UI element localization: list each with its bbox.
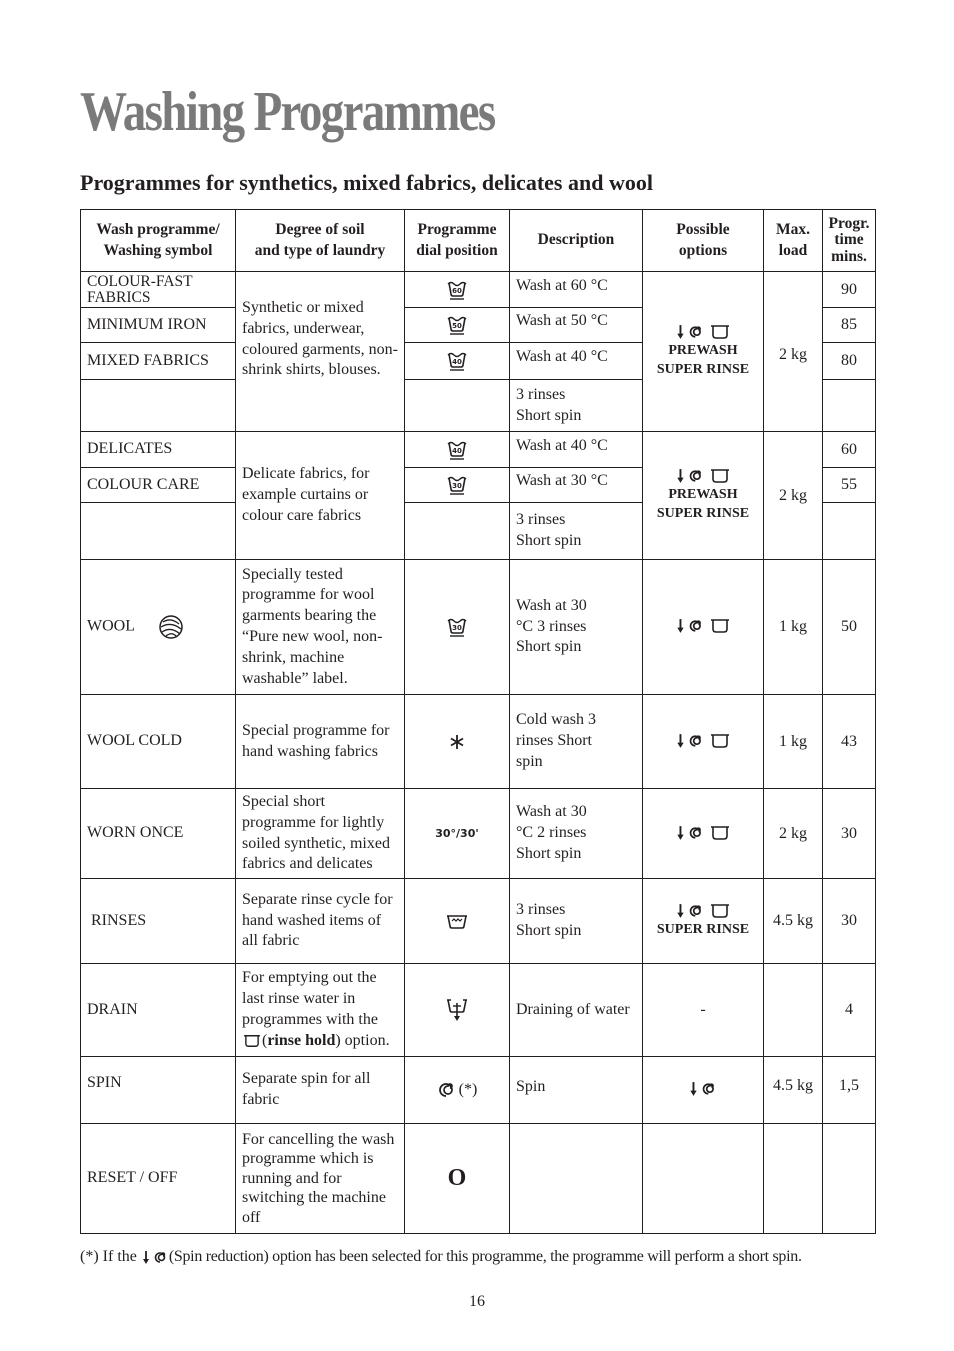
time-85: 85 <box>823 308 876 343</box>
table-row <box>81 432 876 468</box>
header-time: Progr. time mins. <box>823 210 876 272</box>
spin-reduction-icon <box>675 617 705 635</box>
programme-empty <box>81 503 236 560</box>
spin-reduction-icon <box>675 902 705 920</box>
description-wool-cold: Cold wash 3 rinses Short spin <box>510 695 643 789</box>
programme-wool: WOOL <box>81 560 236 695</box>
programmes-table <box>80 209 876 1234</box>
time-wool: 50 <box>823 560 876 695</box>
time-worn-once: 30 <box>823 789 876 879</box>
dial-50-icon <box>405 308 510 343</box>
page-number: 16 <box>469 1293 485 1310</box>
load-rinses: 4.5 kg <box>764 879 823 964</box>
spin-reduction-icon <box>675 323 705 341</box>
description-rinses: 3 rinses Short spin <box>510 503 643 560</box>
rinse-hold-icon <box>709 825 731 841</box>
description-drain: Draining of water <box>510 964 643 1057</box>
options-drain: - <box>643 964 764 1057</box>
description-rinses: 3 rinses Short spin <box>510 879 643 964</box>
header-load: Max. load <box>764 210 823 272</box>
dial-30-icon <box>405 560 510 695</box>
svg-text:60: 60 <box>452 286 462 295</box>
header-dial: Programme dial position <box>405 210 510 272</box>
time-rinses: 30 <box>823 879 876 964</box>
dial-30-icon <box>405 468 510 503</box>
soil-worn-once: Special short programme for lightly soiled synthetic, mixed fabrics and delicates <box>236 789 405 879</box>
soil-drain: For emptying out the last rinse water in programmes with the (rinse hold) option. <box>236 964 405 1057</box>
drain-pump-icon <box>405 964 510 1057</box>
table-row <box>81 272 876 308</box>
snowflake-icon <box>405 695 510 789</box>
header-options: Possible options <box>643 210 764 272</box>
table-header-row <box>81 210 876 272</box>
soil-rinses: Separate rinse cycle for hand washed items of all fabric <box>236 879 405 964</box>
options-wool <box>643 560 764 695</box>
rinse-hold-icon <box>709 903 731 919</box>
load-wool: 1 kg <box>764 560 823 695</box>
description-spin: Spin <box>510 1057 643 1124</box>
page-title: Washing Programmes <box>80 81 495 143</box>
table-row <box>81 964 876 1057</box>
programme-spin: SPIN <box>81 1057 236 1124</box>
load-drain <box>764 964 823 1057</box>
footnote: (*) If the (Spin reduction) option has been selected for this programme, the programme will perform a short spin. <box>80 1248 802 1265</box>
table-row <box>81 789 876 879</box>
dial-off: O <box>405 1124 510 1234</box>
svg-text:30: 30 <box>452 482 462 490</box>
description-30: Wash at 30 °C <box>510 468 643 503</box>
programme-delicates: DELICATES <box>81 432 236 468</box>
svg-text:50: 50 <box>452 322 462 330</box>
rinse-hold-icon <box>242 1034 262 1048</box>
programme-empty <box>81 380 236 432</box>
options-worn-once <box>643 789 764 879</box>
table-row <box>81 1057 876 1124</box>
soil-reset: For cancelling the wash programme which is running and for switching the machine off <box>236 1124 405 1234</box>
programme-colour-fast: COLOUR-FAST FABRICS <box>81 272 236 308</box>
rinse-hold-icon <box>709 324 731 340</box>
options-group2: PREWASH SUPER RINSE <box>643 432 764 560</box>
load-group1: 2 kg <box>764 272 823 432</box>
options-spin <box>643 1057 764 1124</box>
time-90: 90 <box>823 272 876 308</box>
rinse-tub-icon <box>405 879 510 964</box>
time-80: 80 <box>823 343 876 380</box>
load-wool-cold: 1 kg <box>764 695 823 789</box>
soil-spin: Separate spin for all fabric <box>236 1057 405 1124</box>
programme-minimum-iron: MINIMUM IRON <box>81 308 236 343</box>
programme-reset: RESET / OFF <box>81 1124 236 1234</box>
load-spin: 4.5 kg <box>764 1057 823 1124</box>
options-rinses: SUPER RINSE <box>643 879 764 964</box>
options-group1: PREWASH SUPER RINSE <box>643 272 764 432</box>
dial-empty <box>405 380 510 432</box>
table-row <box>81 1124 876 1234</box>
table-row <box>81 560 876 695</box>
rinse-hold-icon <box>709 468 731 484</box>
description-wool: Wash at 30 °C 3 rinses Short spin <box>510 560 643 695</box>
description-40: Wash at 40 °C <box>510 432 643 468</box>
programme-rinses: RINSES <box>81 879 236 964</box>
svg-text:40: 40 <box>452 446 462 455</box>
programme-mixed-fabrics: MIXED FABRICS <box>81 343 236 380</box>
description-worn-once: Wash at 30 °C 2 rinses Short spin <box>510 789 643 879</box>
programme-colour-care: COLOUR CARE <box>81 468 236 503</box>
spin-reduction-icon <box>141 1249 169 1266</box>
soil-wool-cold: Special programme for hand washing fabrics <box>236 695 405 789</box>
description-60: Wash at 60 °C <box>510 272 643 308</box>
description-50: Wash at 50 °C <box>510 308 643 343</box>
programme-drain: DRAIN <box>81 964 236 1057</box>
load-worn-once: 2 kg <box>764 789 823 879</box>
soil-wool: Specially tested programme for wool garments bearing the “Pure new wool, non-shrink, machine washable” label. <box>236 560 405 695</box>
spin-reduction-icon <box>675 732 705 750</box>
table-row <box>81 695 876 789</box>
spin-icon <box>437 1081 455 1099</box>
spin-reduction-icon <box>688 1080 718 1098</box>
time-empty <box>823 503 876 560</box>
header-soil: Degree of soil and type of laundry <box>236 210 405 272</box>
spin-reduction-icon <box>675 824 705 842</box>
soil-group2: Delicate fabrics, for example curtains or colour care fabrics <box>236 432 405 560</box>
programme-wool-cold: WOOL COLD <box>81 695 236 789</box>
options-wool-cold <box>643 695 764 789</box>
spin-reduction-icon <box>675 467 705 485</box>
table-row <box>81 879 876 964</box>
time-drain: 4 <box>823 964 876 1057</box>
time-wool-cold: 43 <box>823 695 876 789</box>
dial-40-icon <box>405 432 510 468</box>
time-empty <box>823 380 876 432</box>
description-reset <box>510 1124 643 1234</box>
load-group2: 2 kg <box>764 432 823 560</box>
time-55: 55 <box>823 468 876 503</box>
description-40: Wash at 40 °C <box>510 343 643 380</box>
header-programme: Wash programme/ Washing symbol <box>81 210 236 272</box>
svg-text:30: 30 <box>452 624 462 632</box>
dial-40-icon <box>405 343 510 380</box>
time-60: 60 <box>823 432 876 468</box>
dial-empty <box>405 503 510 560</box>
svg-text:40: 40 <box>452 358 462 366</box>
rinse-hold-icon <box>709 733 731 749</box>
header-description: Description <box>510 210 643 272</box>
wool-ball-icon <box>156 612 186 642</box>
dial-60-icon <box>405 272 510 308</box>
options-reset <box>643 1124 764 1234</box>
load-reset <box>764 1124 823 1234</box>
time-reset <box>823 1124 876 1234</box>
soil-group1: Synthetic or mixed fabrics, underwear, coloured garments, non-shrink shirts, blouses. <box>236 272 405 432</box>
time-spin: 1,5 <box>823 1057 876 1124</box>
description-rinses: 3 rinses Short spin <box>510 380 643 432</box>
section-title: Programmes for synthetics, mixed fabrics, delicates and wool <box>80 170 653 195</box>
rinse-hold-icon <box>709 618 731 634</box>
dial-worn-once: 30°/30' <box>405 789 510 879</box>
dial-spin: (*) <box>405 1057 510 1124</box>
programme-worn-once: WORN ONCE <box>81 789 236 879</box>
